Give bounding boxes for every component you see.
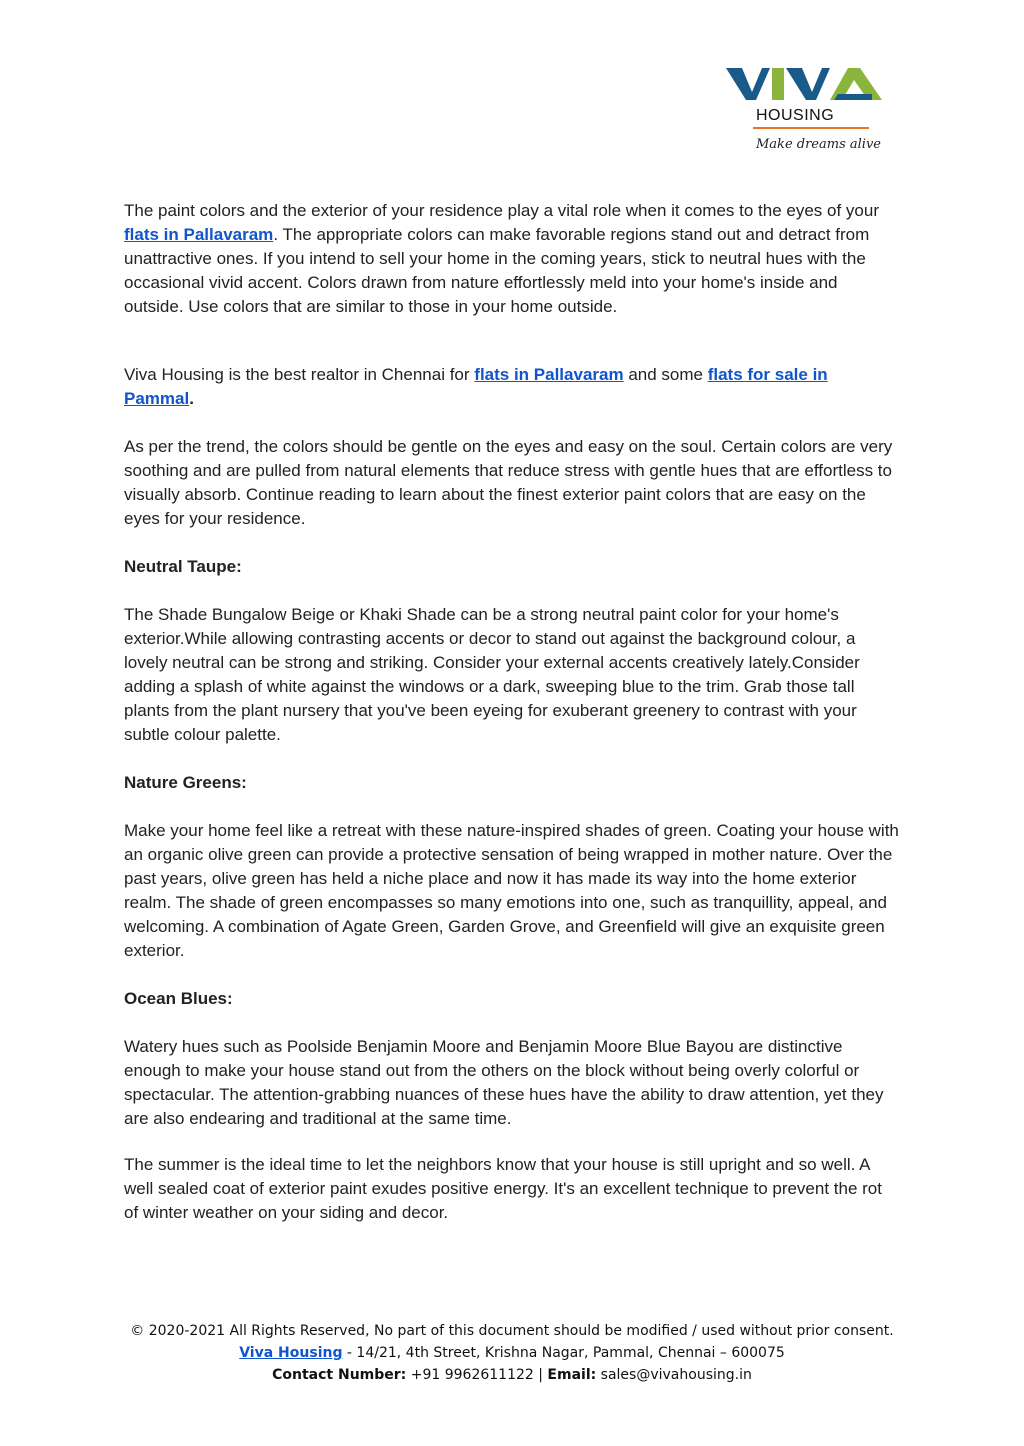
footer-email-label: Email:: [547, 1367, 597, 1383]
footer-address-line: [0, 1342, 1024, 1364]
footer-contact-value: +91 9962611122 |: [406, 1367, 548, 1383]
flats-sale-pammal-link[interactable]: flats for sale in Pammal: [124, 365, 828, 408]
page-footer: [0, 1320, 1024, 1386]
footer-email-value: sales@vivahousing.in: [596, 1367, 752, 1383]
section-heading-neutral-taupe: Neutral Taupe:: [124, 557, 242, 576]
flats-pallavaram-link-2[interactable]: flats in Pallavaram: [474, 365, 624, 384]
intro-paragraph: [124, 199, 900, 319]
realtor-text-pre: Viva Housing is the best realtor in Chennai for: [124, 365, 475, 384]
viva-housing-logo: [726, 62, 896, 154]
section-body-nature-greens: Make your home feel like a retreat with these nature-inspired shades of green. Coating your house with an organic olive green can provide a protective sensation of being wrapped in mother nature. Over the past years, olive green has held a niche place and now it has made its way into the home exterior realm. The shade of green encompasses so many emotions into one, such as tranquillity, appeal, and welcoming. A combination of Agate Green, Garden Grove, and Greenfield will give an exquisite green exterior.: [124, 821, 899, 960]
realtor-text-end: .: [189, 389, 194, 408]
article-body: [124, 199, 900, 1225]
realtor-text-mid: and some: [623, 365, 708, 384]
summer-paragraph: The summer is the ideal time to let the neighbors know that your house is still upright and so well. A well sealed coat of exterior paint exudes positive energy. It's an excellent technique to prevent the rot of winter weather on your siding and decor.: [124, 1155, 882, 1222]
footer-contact-label: Contact Number:: [272, 1367, 407, 1383]
footer-contact-line: [0, 1364, 1024, 1386]
section-body-ocean-blues: Watery hues such as Poolside Benjamin Moore and Benjamin Moore Blue Bayou are distinctive enough to make your house stand out from the others on the block without being overly colorful or spectacular. The attention-grabbing nuances of these hues have the ability to draw attention, yet they are also endearing and traditional at the same time.: [124, 1037, 884, 1128]
trend-paragraph: As per the trend, the colors should be gentle on the eyes and easy on the soul. Certain colors are very soothing and are pulled from natural elements that reduce stress with gentle hues that are effortless to visually absorb. Continue reading to learn about the finest exterior paint colors that are easy on the eyes for your residence.: [124, 437, 893, 528]
section-body-neutral-taupe: The Shade Bungalow Beige or Khaki Shade can be a strong neutral paint color for your home's exterior.While allowing contrasting accents or decor to stand out against the background colour, a lovely neutral can be strong and striking. Consider your external accents creatively lately.Consider adding a splash of white against the windows or a dark, sweeping blue to the trim. Grab those tall plants from the plant nursery that you've been eyeing for exuberant greenery to contrast with your subtle colour palette.: [124, 605, 860, 744]
flats-pallavaram-link[interactable]: flats in Pallavaram: [124, 225, 274, 244]
intro-text-post: . The appropriate colors can make favorable regions stand out and detract from unattractive ones. If you intend to sell your home in the coming years, stick to neutral hues with the occasional vivid accent. Colors drawn from nature effortlessly meld into your home's inside and outside. Use colors that are similar to those in your home outside.: [124, 225, 870, 316]
footer-rights: © 2020-2021 All Rights Reserved, No part of this document should be modified / used without prior consent.: [130, 1323, 894, 1339]
realtor-paragraph: [124, 363, 900, 411]
footer-address: - 14/21, 4th Street, Krishna Nagar, Pammal, Chennai – 600075: [342, 1345, 785, 1361]
logo-sub-text: HOUSING: [756, 107, 835, 124]
viva-logo-graphic: [726, 62, 896, 154]
intro-text-pre: The paint colors and the exterior of your residence play a vital role when it comes to the eyes of your: [124, 201, 880, 220]
viva-housing-footer-link[interactable]: Viva Housing: [239, 1345, 343, 1361]
section-heading-nature-greens: Nature Greens:: [124, 773, 247, 792]
logo-tagline: Make dreams alive: [756, 137, 881, 152]
section-heading-ocean-blues: Ocean Blues:: [124, 989, 233, 1008]
